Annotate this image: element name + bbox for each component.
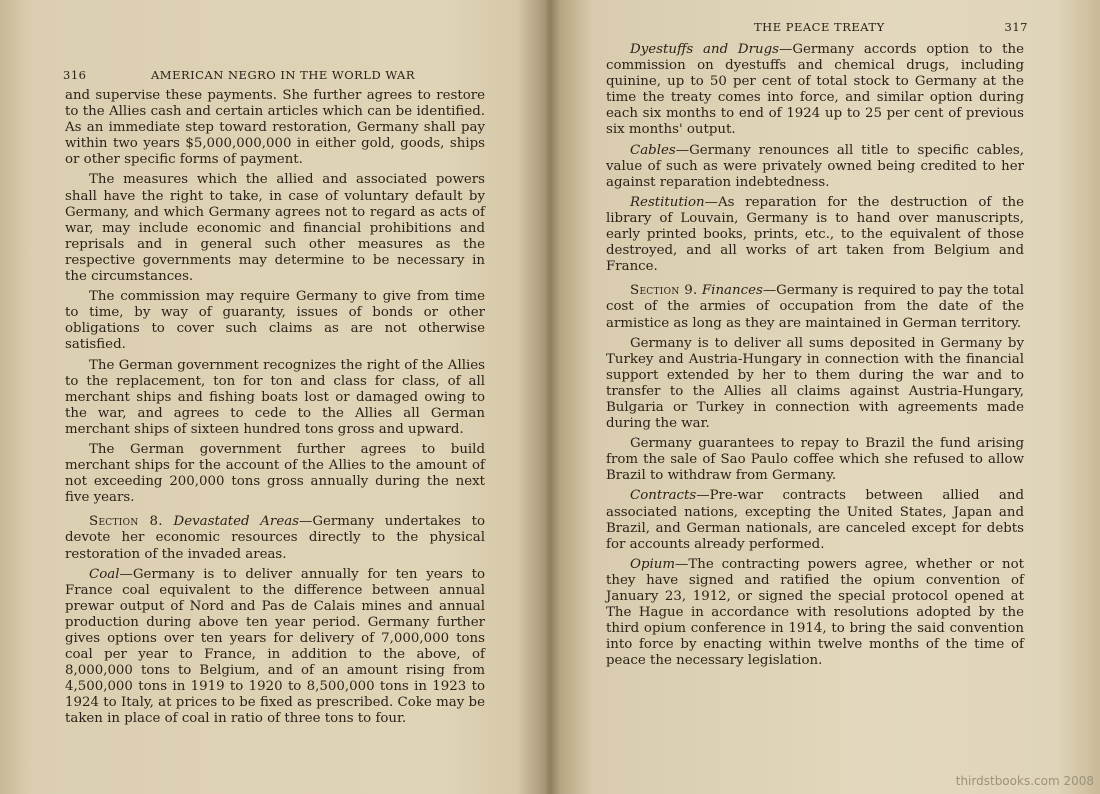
running-head: THE PEACE TREATY: [754, 20, 885, 34]
paragraph-title: Cables: [630, 142, 676, 158]
paragraph-text: —Germany is to deliver annually for ten years to France coal equivalent to the difference between annual prewar output of Nord and Pas de Calais mines and annual production during above ten year period. Germany further gives options over ten years for delivery of 7,000,000 tons coal per year to France, in addition to the above, of 8,000,000 tons to Belgium, and of an amount rising from 4,500,000 tons in 1919 to 1920 to 8,500,000 tons in 1923 to 1924 to Italy, at prices to be fixed as prescribed. Coke may be taken in place of coal in ratio of three tons to four.: [65, 566, 485, 727]
left-page: [58, 0, 490, 794]
paragraph-title: Opium: [630, 556, 675, 572]
running-head: AMERICAN NEGRO IN THE WORLD WAR: [151, 68, 416, 82]
paragraph: Germany is to deliver all sums deposited in Germany by Turkey and Austria-Hungary in connection with the financial support extended by her to them during the war and to transfer to the Allies all claims against Austria-Hungary, Bulgaria or Turkey in connection with agreements made during the war.: [606, 335, 1024, 432]
watermark: thirdstbooks.com 2008: [955, 774, 1094, 788]
paragraph-title: Coal: [89, 566, 120, 582]
paragraph-text: —As reparation for the destruction of the library of Louvain, Germany is to hand over manuscripts, early printed books, prints, etc., to the equivalent of those destroyed, and all works of art taken from Belgium and France.: [606, 194, 1024, 275]
coal-paragraph: [65, 567, 485, 728]
section-text: —Germany is required to pay the total cost of the armies of occupation from the date of the armistice as long as they are maintained in German territory.: [606, 283, 1024, 331]
paragraph-text: —Germany accords option to the commission on dyestuffs and chemical drugs, including quinine, up to 50 per cent of total stock to Germany at the time the treaty comes into force, and similar option during each six months to end of 1924 up to 25 per cent of previous six months' output.: [606, 42, 1025, 138]
paragraph: The German government further agrees to build merchant ships for the account of the Allies to the amount of not exceeding 200,000 tons gross annually during the next five years.: [65, 441, 485, 506]
paragraph: The German government recognizes the right of the Allies to the replacement, ton for ton and class for class, of all merchant ships and fishing boats lost or damaged owing to the war, and agrees to cede to the Allies all German merchant ships of sixteen hundred tons gross and upward.: [65, 357, 485, 437]
section-9-paragraph: [606, 283, 1024, 331]
paragraph-text: —Germany renounces all title to specific cables, value of such as were privately owned being credited to her against reparation indebtedness.: [606, 142, 1024, 190]
right-page: [604, 0, 1028, 794]
paragraph-text: —Pre-war contracts between allied and associated nations, excepting the United States, Japan and Brazil, and German nationals, are canceled except for debts for accounts already performed.: [606, 488, 1024, 552]
section-text: —Germany undertakes to devote her economic resources directly to the physical restoration of the invaded areas.: [65, 514, 485, 562]
page-number: 317: [1004, 20, 1028, 34]
paragraph-title: Dyestuffs and Drugs: [630, 42, 779, 57]
page-number: 316: [63, 68, 87, 82]
left-page-text: [65, 88, 485, 732]
cables-paragraph: [606, 143, 1024, 191]
contracts-paragraph: [606, 488, 1024, 552]
section-8-paragraph: [65, 514, 485, 562]
paragraph: The commission may require Germany to give from time to time, by way of guaranty, issues of bonds or other obligations to cover such claims as are not otherwise satisfied.: [65, 289, 485, 353]
section-label: Section 9.: [630, 283, 698, 299]
opium-paragraph: [606, 557, 1024, 670]
right-page-text: [606, 42, 1024, 673]
section-title: Finances: [701, 283, 763, 299]
restitution-paragraph: [606, 195, 1024, 275]
section-label: Section 8.: [89, 514, 163, 530]
paragraph: Germany guarantees to repay to Brazil the fund arising from the sale of Sao Paulo coffee which she refused to allow Brazil to withdraw from Germany.: [606, 436, 1024, 484]
paragraph: The measures which the allied and associated powers shall have the right to take, in case of voluntary default by Germany, and which Germany agrees not to regard as acts of war, may include economic and financial prohibitions and reprisals and in general such other measures as the respective governments may determine to be necessary in the circumstances.: [65, 172, 485, 285]
section-title: Devastated Areas: [173, 514, 300, 530]
paragraph: and supervise these payments. She further agrees to restore to the Allies cash and certain articles which can be identified. As an immediate step toward restoration, Germany shall pay within two years $5,000,000,000 in either gold, goods, ships or other specific forms of payment.: [65, 88, 485, 168]
paragraph-title: Contracts: [630, 488, 697, 504]
paragraph-title: Restitution: [630, 194, 705, 210]
paragraph-text: —The contracting powers agree, whether or not they have signed and ratified the opium convention of January 23, 1912, or signed the special protocol opened at The Hague in accordance with resolutions adopted by the third opium conference in 1914, to bring the said convention into force by enacting within twelve months of the time of peace the necessary legislation.: [606, 556, 1024, 669]
dyestuffs-paragraph: [606, 42, 1024, 139]
